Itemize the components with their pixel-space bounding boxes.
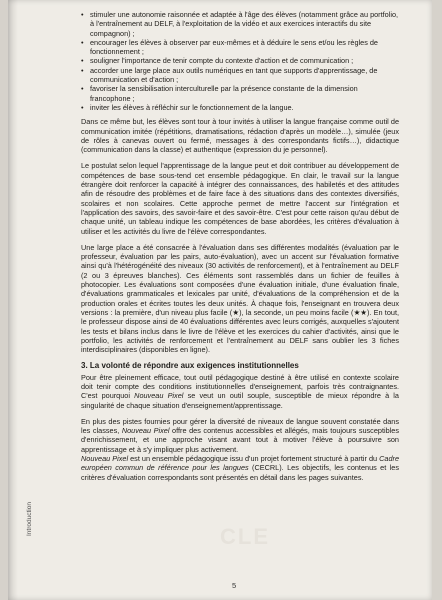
document-page [8,0,432,600]
watermark-logo: CLE [220,524,270,549]
paragraph-evaluation: Une large place a été consacrée à l'évaluation dans ses différentes modalités (évaluation par le professeur, évaluation par les pairs, auto-évaluation), avec un accent sur l'évaluation formative ainsi qu'à l'hétérogénéité des niveaux (30 activités de renforcement), et à l'entraînement au DELF (2 ou 3 épreuves blanches). Ces éléments sont rassemblés dans un fichier de feuilles à photocopier. Les évaluations sont composées d'une évaluation initiale, d'une évaluation finale, d'évaluations grammaticales et lexicales par unité, d'évaluations de la compréhension et de la production orales et écrites toutes les deux unités. À chaque fois, l'enseignant en trouvera deux versions : la première, d'un niveau plus facile (★), la seconde, un peu moins facile (★★). En tout, le professeur dispose ainsi de 40 évaluations différentes avec leurs corrigés, auxquelles s'ajoutent les tests et bilans inclus dans le livre de l'élève et les exercices du cahier d'activités, ainsi que le portfolio, les activités de renforcement et l'entraînement au DELF sans oublier les 3 fiches interdisciplinaires (disponibles en ligne). [81,242,399,355]
footer-section-label: Introduction [26,502,33,536]
list-item: • encourager les élèves à observer par eux-mêmes et à déduire le sens et/ou les règles de fonctionnement ; [81,38,399,57]
paragraph-institutional: Pour être pleinement efficace, tout outil pédagogique destiné à être utilisé en contexte scolaire doit tenir compte des conditions institutionnelles d'enseignement, parfois très contraignantes. C'est pourquoi Nouveau Pixel se veut un outil souple, susceptible de mieux répondre à la singularité de chaque situation d'enseignement/apprentissage. [81,372,399,410]
binding-shadow [8,0,18,600]
section-title: 3. La volonté de répondre aux exigences institutionnelles [81,361,299,371]
list-item: • souligner l'importance de tenir compte du contexte d'action et de communication ; [81,56,399,65]
list-item: • stimuler une autonomie raisonnée et adaptée à l'âge des élèves (notamment grâce au portfolio, à l'entraînement au DELF, à l'exploitation de la vidéo et aux exercices interactifs du site compagnon) ; [81,10,399,38]
page-content [81,10,399,482]
paragraph-competences: Le postulat selon lequel l'apprentissage de la langue peut et doit contribuer au développement de compétences de base sous-tend cet ensemble pédagogique. En clair, le travail sur la langue étrangère doit renforcer la capacité à intégrer des connaissances, des habiletés et des attitudes afin de résoudre des problèmes et de faire face à des situations dans des contextes diversifiés, scolaires et non scolaires. Cette approche permet de mettre l'accent sur l'intégration et l'application des savoirs, des savoir-faire et des savoir-être. C'est pour cette raison qu'au début de chaque unité, un tableau indique les compétences de base abordées, les critères d'évaluation à utiliser et les activités du livre de l'élève correspondantes. [81,161,399,236]
page-number: 5 [232,581,237,590]
list-item: • favoriser la sensibilisation interculturelle par la présence constante de la dimension francophone ; [81,84,399,103]
list-item: • inviter les élèves à réfléchir sur le fonctionnement de la langue. [81,103,399,112]
paragraph-communication: Dans ce même but, les élèves sont tour à tour invités à utiliser la langue française comme outil de communication imitée (répétitions, dramatisations, rédaction d'après un modèle…), simulée (jeux de rôles à canevas ouvert ou fermé, messages à des correspondants fictifs…), didactique (communication dans la classe) et authentique (expression du je personnel). [81,117,399,155]
list-item: • accorder une large place aux outils numériques en tant que supports d'apprentissage, de communication et d'action ; [81,66,399,85]
objectives-list [81,10,399,112]
paragraph-cecrl: Nouveau Pixel est un ensemble pédagogique issu d'un projet fortement structuré à partir du Cadre européen commun de référence pour les langues (CECRL). Les objectifs, les contenus et les critères d'évaluation correspondants sont présentés en détail dans les pages suivantes. [81,454,399,482]
paragraph-diversity: En plus des pistes fournies pour gérer la diversité de niveaux de langue souvent constatée dans les classes, Nouveau Pixel offre des contenus accessibles et allégés, mais toujours susceptibles d'enrichissement, et une approche visant avant tout à motiver l'élève à poursuivre son apprentissage et à s'y impliquer plus activement. [81,416,399,454]
